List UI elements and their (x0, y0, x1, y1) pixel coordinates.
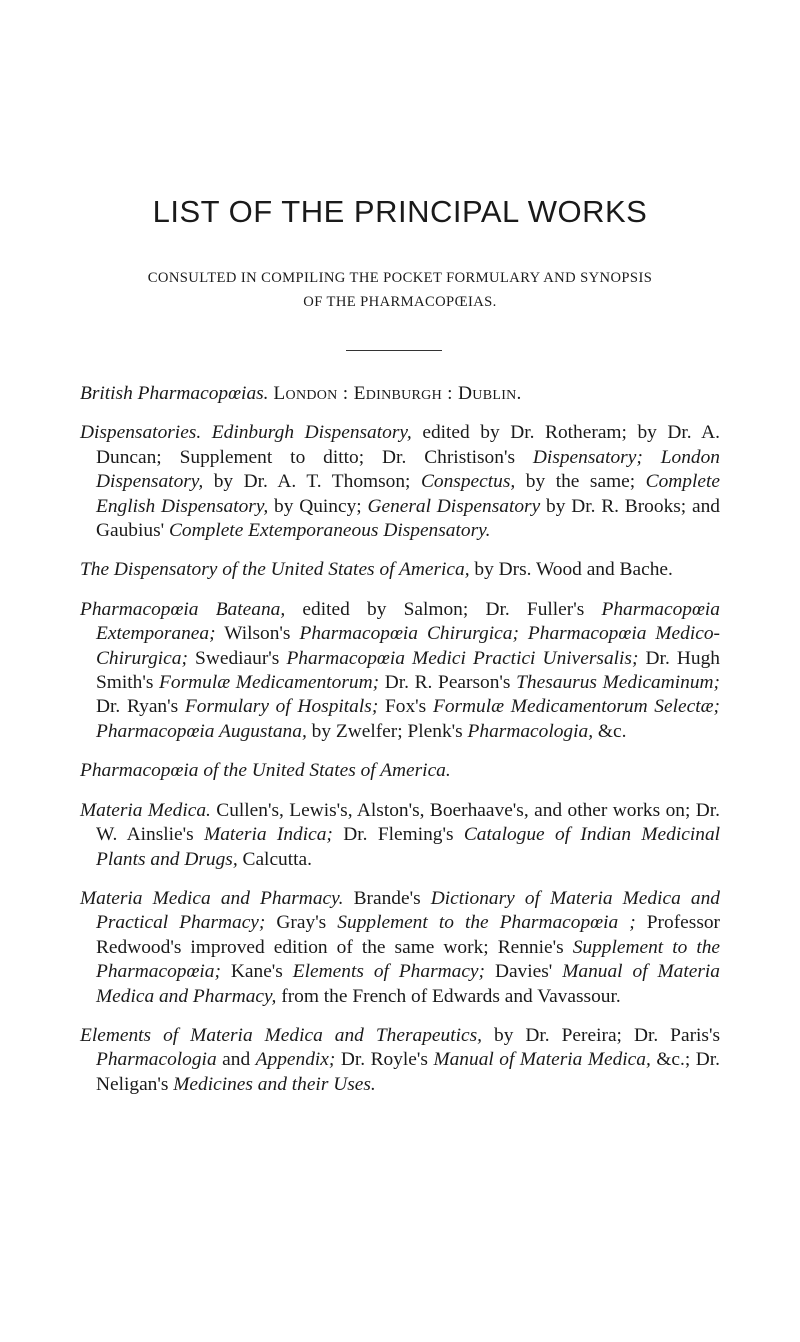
entry-text: and (216, 1049, 256, 1071)
entry-text: Professor Redwood's improved edition of the same work; Rennie's (96, 912, 721, 958)
entry-text: Swediaur's (187, 647, 287, 669)
entry-text: edited by Salmon; Dr. Fuller's (285, 598, 602, 620)
subtitle-line-2: OF THE PHARMACOPŒIAS. (303, 294, 497, 310)
entry-title-text: Conspectus, (420, 471, 516, 493)
entry-smallcaps-text: London : Edinburgh : Dublin. (273, 383, 522, 404)
entry-text: Brande's (343, 887, 431, 909)
entry-text: &c.; Dr. Neligan's (96, 1049, 720, 1095)
work-entry (80, 598, 720, 744)
entry-title-text: General Dispensatory (367, 495, 541, 517)
entry-title-text: Pharmacopœia Bateana, (80, 598, 286, 620)
entry-text: Dr. Fleming's (332, 824, 464, 846)
entry-text: Fox's (378, 696, 433, 718)
entry-title-text: Complete English Dispensatory, (96, 471, 720, 517)
entry-title-text: Dispensatories. (80, 422, 202, 444)
entry-title-text: Formulæ Medicamentorum Selectæ; Pharmacopœia Augustana, (96, 696, 720, 742)
entry-title-text: Manual of Materia Medica, (433, 1049, 651, 1071)
entry-text: Dr. Hugh Smith's (96, 647, 720, 694)
entry-title-text: London Dispensatory, (96, 446, 720, 493)
entry-title-text: Materia Medica. (80, 799, 211, 821)
entry-text: by Dr. R. Brooks; and Gaubius' (96, 495, 720, 542)
section-divider (346, 350, 442, 351)
entry-text: Davies' (485, 961, 563, 983)
entry-title-text: Formulary of Hospitals; (184, 696, 379, 718)
entry-text: from the French of Edwards and Vavassour. (276, 985, 621, 1007)
entry-title-text: Catalogue of Indian Medicinal Plants and Drugs, (96, 824, 721, 870)
entry-text: Wilson's (215, 623, 300, 645)
entry-title-text: Edinburgh Dispensatory, (211, 422, 412, 444)
entry-text: by Dr. A. T. Thomson; (203, 471, 421, 493)
entry-text: Dr. Royle's (335, 1049, 434, 1071)
entry-text (201, 422, 212, 443)
work-entry (80, 1024, 720, 1097)
entry-title-text: British Pharmacopœias. (80, 383, 269, 404)
work-entry (80, 421, 720, 543)
entry-title-text: Manual of Materia Medica and Pharmacy, (96, 961, 720, 1007)
entry-title-text: Dictionary of Materia Medica and Practical Pharmacy; (96, 887, 720, 934)
entry-text: edited by Dr. Rotheram; by Dr. A. Duncan; Supplement to ditto; Dr. Christison's (96, 422, 720, 468)
entry-title-text: Dispensatory; (532, 446, 643, 468)
entry-title-text: Elements of Pharmacy; (292, 961, 485, 983)
entry-title-text: Pharmacopœia Chirurgica; Pharmacopœia Medico-Chirurgica; (96, 623, 720, 669)
entry-text: by Drs. Wood and Bache. (469, 559, 673, 581)
entry-text: Cullen's, Lewis's, Alston's, Boerhaave's, and other works on; Dr. W. Ainslie's (96, 799, 720, 846)
entry-text: by Zwelfer; Plenk's (306, 720, 468, 742)
entry-title-text: Materia Indica; (204, 824, 333, 846)
page-subtitle (0, 266, 800, 314)
work-entry (80, 558, 720, 582)
subtitle-line-1: CONSULTED IN COMPILING THE POCKET FORMULARY AND SYNOPSIS (147, 270, 653, 286)
work-entry (80, 799, 720, 872)
work-entry (80, 887, 720, 1009)
entry-title-text: Materia Medica and Pharmacy. (80, 887, 344, 909)
entry-title-text: Supplement to the Pharmacopœia; (96, 936, 721, 983)
entry-title-text: Elements of Materia Medica and Therapeutics, (80, 1024, 482, 1046)
entry-text: Gray's (265, 912, 338, 934)
entry-title-text: Pharmacologia (96, 1049, 217, 1071)
entry-title-text: Pharmacopœia of the United States of America. (80, 760, 451, 782)
entry-title-text: Complete Extemporaneous Dispensatory. (168, 520, 491, 542)
entry-title-text: Supplement to the Pharmacopœia ; (337, 912, 636, 934)
entry-text: by the same; (515, 471, 646, 493)
work-entry (80, 382, 720, 406)
entry-title-text: Pharmacopœia Medici Practici Universalis; (286, 647, 639, 669)
entry-text: Dr. Ryan's (96, 696, 185, 718)
entry-title-text: Formulæ Medicamentorum; (159, 672, 380, 694)
works-list (80, 382, 720, 1112)
entry-text: Kane's (220, 961, 293, 983)
entry-text: &c. (593, 720, 627, 742)
entry-title-text: Pharmacopœia Extemporanea; (96, 598, 720, 645)
entry-text: by Quincy; (268, 495, 368, 517)
entry-text: Calcutta. (237, 848, 312, 870)
entry-title-text: The Dispensatory of the United States of America, (80, 559, 470, 581)
entry-title-text: Thesaurus Medicaminum; (516, 672, 720, 694)
entry-text: Dr. R. Pearson's (379, 672, 517, 694)
entry-text (643, 447, 661, 468)
work-entry (80, 759, 720, 783)
entry-title-text: Appendix; (255, 1049, 336, 1071)
entry-text: by Dr. Pereira; Dr. Paris's (482, 1024, 721, 1046)
page-title: LIST OF THE PRINCIPAL WORKS (152, 194, 648, 229)
entry-title-text: Medicines and their Uses. (173, 1073, 376, 1095)
entry-title-text: Pharmacologia, (467, 720, 594, 742)
